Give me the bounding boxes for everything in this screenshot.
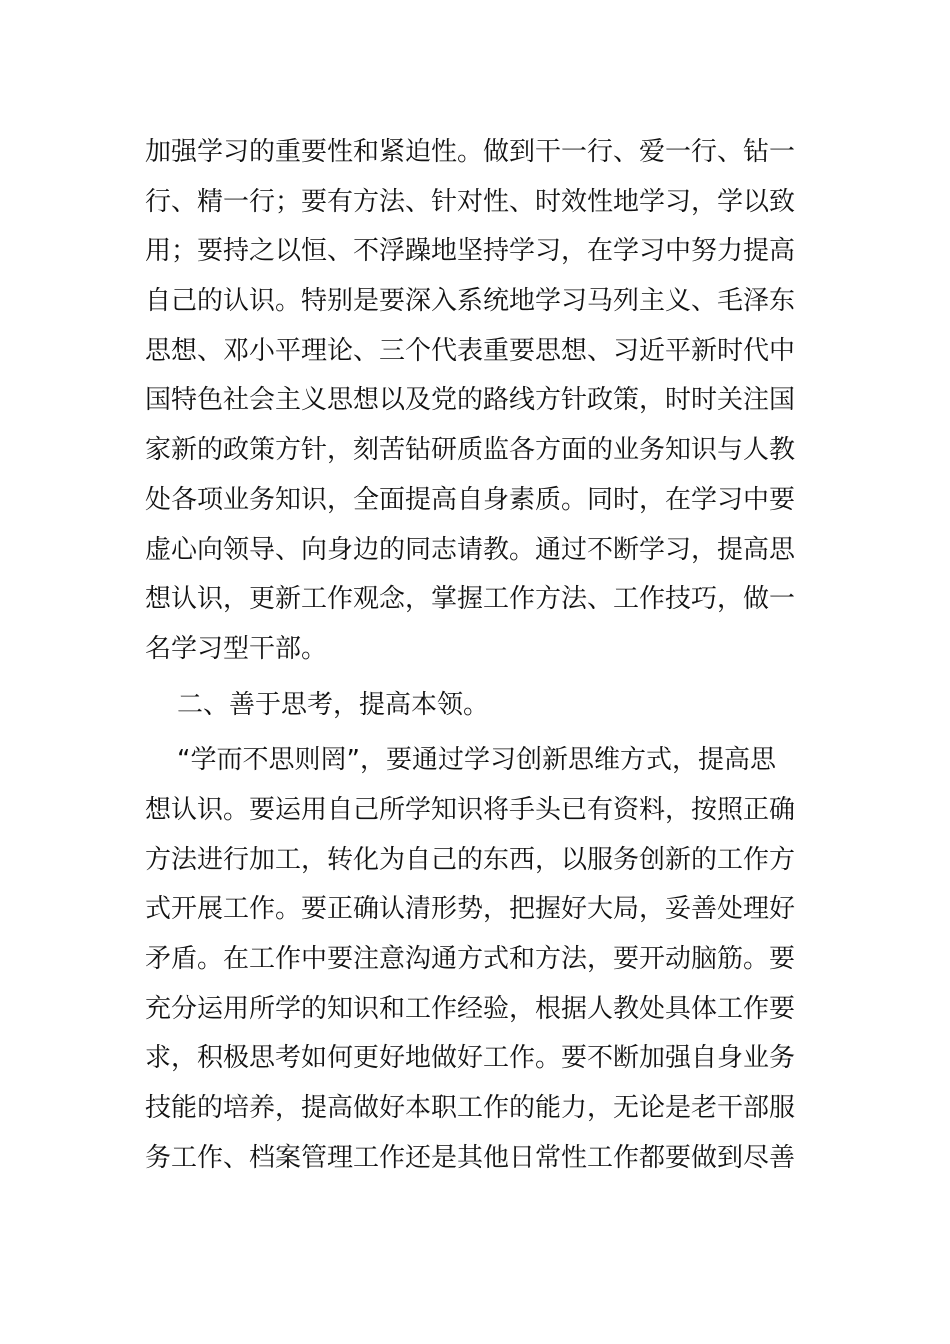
text-line: 家新的政策方针，刻苦钻研质监各方面的业务知识与人教 [145, 435, 796, 466]
text-line: 式开展工作。要正确认清形势，把握好大局，妥善处理好 [145, 894, 796, 925]
document-body [145, 128, 795, 1183]
text-line: “学而不思则罔”，要通过学习创新思维方式，提高思 [177, 745, 776, 776]
text-line: 求，积极思考如何更好地做好工作。要不断加强自身业务 [145, 1043, 796, 1074]
text-line: 想认识。要运用自己所学知识将手头已有资料，按照正确 [145, 794, 796, 825]
text-line: 用；要持之以恒、不浮躁地坚持学习，在学习中努力提高 [145, 236, 796, 267]
text-line: 处各项业务知识，全面提高自身素质。同时，在学习中要 [145, 484, 796, 515]
paragraph [145, 736, 795, 1183]
text-line: 务工作、档案管理工作还是其他日常性工作都要做到尽善 [145, 1142, 796, 1173]
section-heading: 二、善于思考，提高本领。 [177, 689, 490, 720]
text-line: 技能的培养，提高做好本职工作的能力，无论是老干部服 [145, 1093, 796, 1124]
text-line: 思想、邓小平理论、三个代表重要思想、习近平新时代中 [145, 335, 796, 366]
text-line: 行、精一行；要有方法、针对性、时效性地学习，学以致 [145, 186, 796, 217]
text-line: 矛盾。在工作中要注意沟通方式和方法，要开动脑筋。要 [145, 944, 796, 974]
text-line: 想认识，更新工作观念，掌握工作方法、工作技巧，做一 [145, 584, 796, 615]
text-line: 名学习型干部。 [145, 633, 328, 664]
text-line: 虚心向领导、向身边的同志请教。通过不断学习，提高思 [145, 534, 796, 565]
paragraph [145, 128, 795, 675]
text-line: 加强学习的重要性和紧迫性。做到干一行、爱一行、钻一 [145, 137, 796, 167]
text-line: 国特色社会主义思想以及党的路线方针政策，时时关注国 [145, 385, 796, 416]
text-line: 充分运用所学的知识和工作经验，根据人教处具体工作要 [145, 993, 796, 1024]
text-line: 自己的认识。特别是要深入系统地学习马列主义、毛泽东 [145, 286, 796, 317]
text-line: 方法进行加工，转化为自己的东西，以服务创新的工作方 [145, 844, 796, 875]
